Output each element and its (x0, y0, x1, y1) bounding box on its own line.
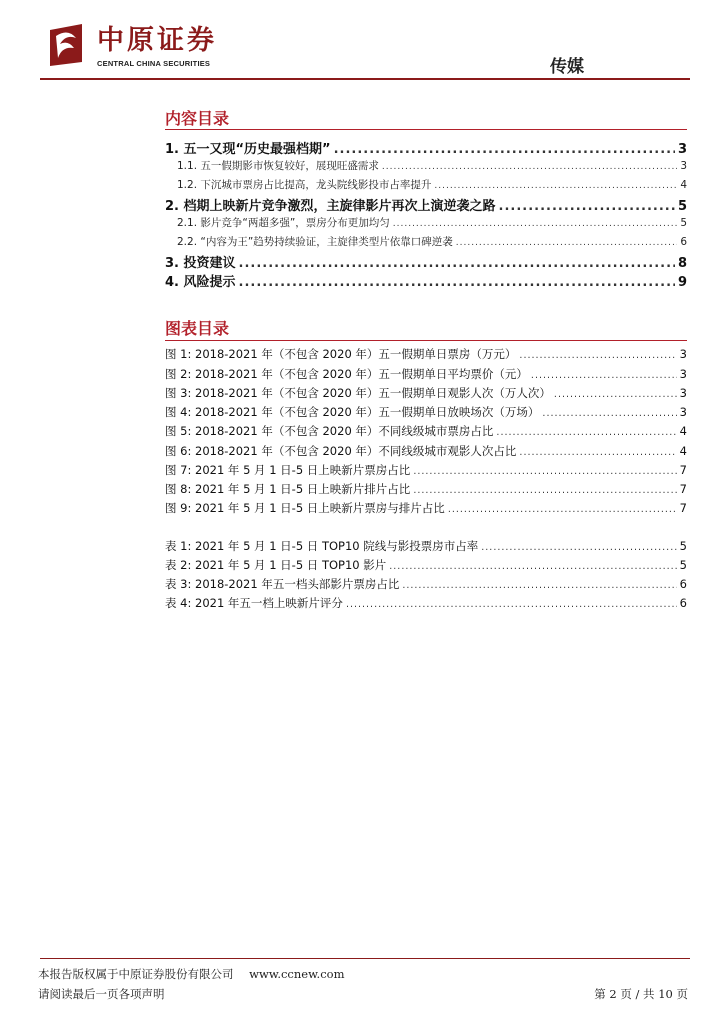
figure-item-page: 3 (679, 367, 687, 381)
toc-item-label: 1.2. 下沉城市票房占比提高，龙头院线影投市占率提升 (177, 179, 432, 191)
figure-item-label: 图 5: 2018-2021 年（不包含 2020 年）不同线级城市票房占比 (165, 424, 494, 438)
figure-item-page: 3 (679, 347, 687, 361)
table-item-label: 表 2: 2021 年 5 月 1 日-5 日 TOP10 影片 (165, 558, 387, 572)
toc-title-divider (165, 129, 687, 130)
toc-item[interactable] (165, 138, 687, 156)
table-item-label: 表 4: 2021 年五一档上映新片评分 (165, 596, 343, 610)
footer-copyright: 本报告版权属于中原证券股份有限公司 (38, 967, 234, 981)
toc-item-label: 1.1. 五一假期影市恢复较好，展现旺盛需求 (177, 160, 379, 172)
table-item[interactable] (165, 557, 687, 573)
toc-item-page: 5 (680, 217, 687, 229)
figure-item-label: 图 8: 2021 年 5 月 1 日-5 日上映新片排片占比 (165, 482, 411, 496)
figure-item-page: 3 (679, 386, 687, 400)
figures-title-divider (165, 340, 687, 341)
toc-item-page: 6 (680, 236, 687, 248)
figure-item[interactable] (165, 500, 687, 516)
footer-disclaimer: 请阅读最后一页各项声明 (38, 987, 165, 1001)
figure-item-label: 图 6: 2018-2021 年（不包含 2020 年）不同线级城市观影人次占比 (165, 444, 517, 458)
figure-item-page: 7 (679, 482, 687, 496)
table-item-page: 6 (679, 577, 687, 591)
figure-item[interactable] (165, 346, 687, 362)
toc-item-label: 2.2. “内容为王”趋势持续验证，主旋律类型片依靠口碑逆袭 (177, 236, 453, 248)
figure-item[interactable] (165, 366, 687, 382)
toc-item-label: 2.1. 影片竞争“两超多强”，票房分布更加均匀 (177, 217, 390, 229)
figure-item[interactable] (165, 462, 687, 478)
figure-item-label: 图 2: 2018-2021 年（不包含 2020 年）五一假期单日平均票价（元） (165, 367, 528, 381)
figure-item[interactable] (165, 404, 687, 420)
toc-item-label: 1. 五一又现“历史最强档期” (165, 142, 331, 157)
company-name-cn: 中原证券 (97, 25, 217, 56)
company-logo-icon (46, 22, 88, 68)
toc-item[interactable] (165, 271, 687, 289)
footer-page-number: 第 2 页 / 共 10 页 (594, 987, 688, 1001)
toc-title: 内容目录 (165, 109, 230, 128)
footer-copyright-line (38, 966, 344, 982)
figure-item-label: 图 9: 2021 年 5 月 1 日-5 日上映新片票房与排片占比 (165, 501, 445, 515)
toc-item-label: 4. 风险提示 (165, 275, 236, 290)
table-item-page: 6 (679, 596, 687, 610)
table-item[interactable] (165, 595, 687, 611)
toc-item-page: 4 (680, 179, 687, 191)
toc-item[interactable] (165, 195, 687, 213)
figure-item-page: 4 (679, 424, 687, 438)
report-category: 传媒 (550, 57, 584, 77)
toc-item-label: 3. 投资建议 (165, 256, 236, 271)
toc-item-page: 3 (677, 142, 687, 157)
figure-item-label: 图 7: 2021 年 5 月 1 日-5 日上映新片票房占比 (165, 463, 411, 477)
figure-item-label: 图 1: 2018-2021 年（不包含 2020 年）五一假期单日票房（万元） (165, 347, 517, 361)
table-item[interactable] (165, 576, 687, 592)
toc-item-page: 5 (677, 199, 687, 214)
figure-item[interactable] (165, 481, 687, 497)
table-item[interactable] (165, 538, 687, 554)
toc-item[interactable] (165, 234, 687, 249)
toc-item-label: 2. 档期上映新片竞争激烈，主旋律影片再次上演逆袭之路 (165, 199, 496, 214)
figures-title: 图表目录 (165, 319, 230, 338)
figure-item-label: 图 3: 2018-2021 年（不包含 2020 年）五一假期单日观影人次（万人次） (165, 386, 551, 400)
toc-item-page: 3 (680, 160, 687, 172)
header-divider (40, 78, 690, 80)
toc-item[interactable] (165, 252, 687, 270)
toc-item[interactable] (165, 215, 687, 230)
figure-item-label: 图 4: 2018-2021 年（不包含 2020 年）五一假期单日放映场次（万场） (165, 405, 540, 419)
table-item-page: 5 (679, 558, 687, 572)
figure-item-page: 7 (679, 463, 687, 477)
footer-divider (40, 958, 690, 959)
toc-item[interactable] (165, 158, 687, 173)
figure-item-page: 4 (679, 444, 687, 458)
figure-item-page: 7 (679, 501, 687, 515)
table-item-label: 表 1: 2021 年 5 月 1 日-5 日 TOP10 院线与影投票房市占率 (165, 539, 479, 553)
toc-item[interactable] (165, 177, 687, 192)
table-item-page: 5 (679, 539, 687, 553)
figure-item[interactable] (165, 385, 687, 401)
page-header (0, 0, 724, 80)
footer-website-link[interactable]: www.ccnew.com (249, 967, 345, 981)
figure-item[interactable] (165, 443, 687, 459)
toc-item-page: 9 (677, 275, 687, 290)
toc-item-page: 8 (677, 256, 687, 271)
company-name-en: CENTRAL CHINA SECURITIES (97, 59, 211, 68)
figure-item[interactable] (165, 423, 687, 439)
figure-item-page: 3 (679, 405, 687, 419)
table-item-label: 表 3: 2018-2021 年五一档头部影片票房占比 (165, 577, 400, 591)
